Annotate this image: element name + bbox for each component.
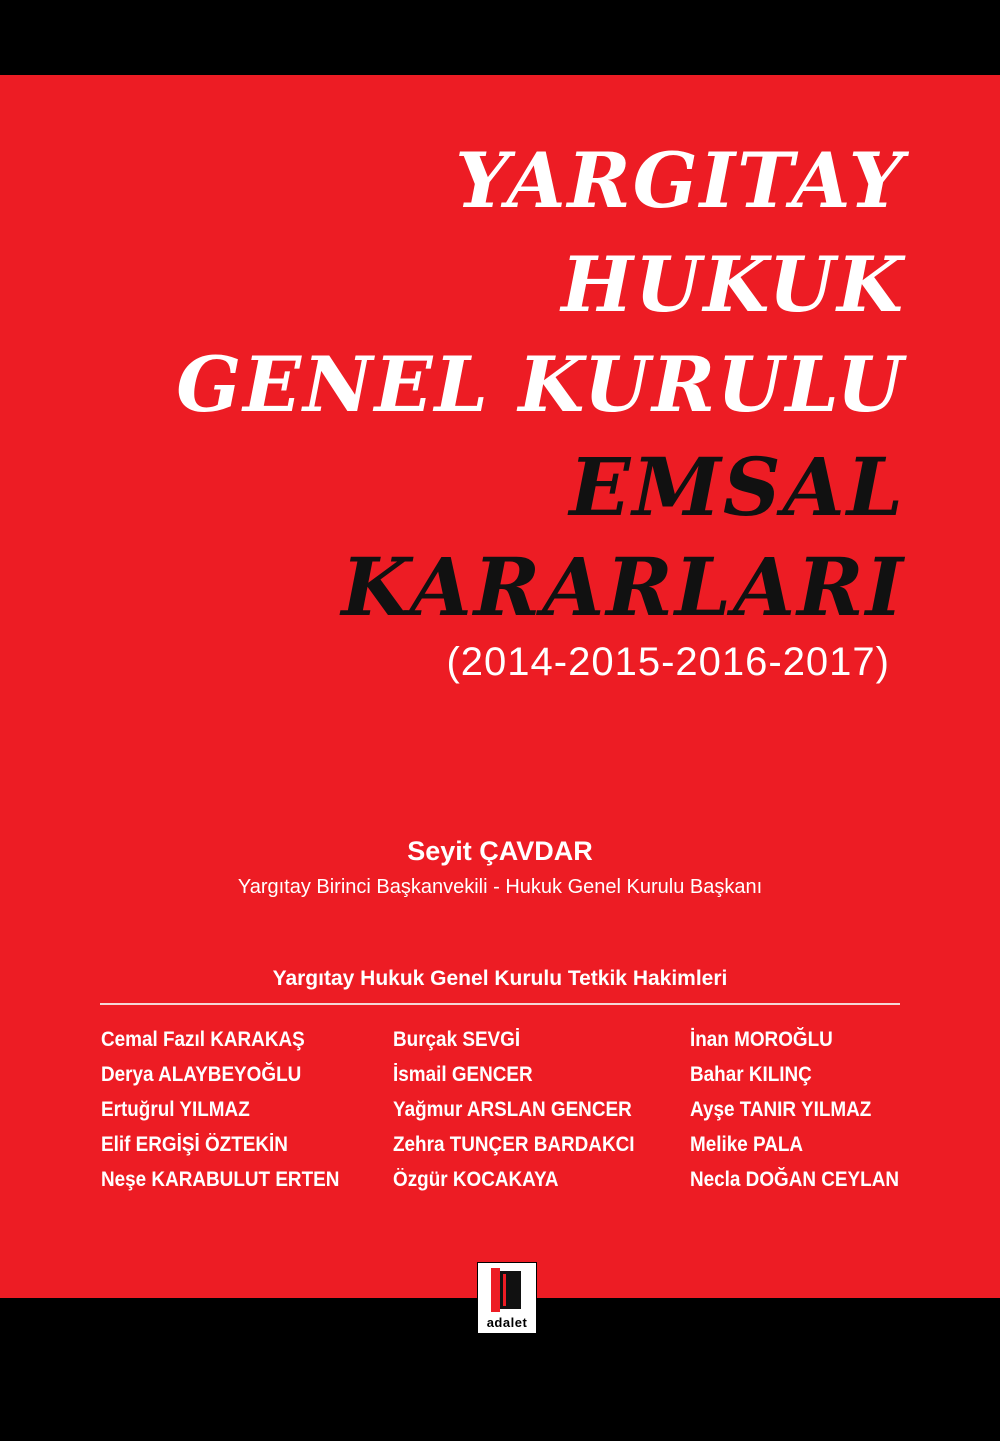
judges-column-1 <box>101 1022 366 1197</box>
judge-name: Ayşe TANIR YILMAZ <box>690 1098 872 1121</box>
judge-name: Elif ERGİŞİ ÖZTEKİN <box>101 1133 288 1156</box>
judge-name: Neşe KARABULUT ERTEN <box>101 1168 340 1191</box>
title-line-2: HUKUK <box>561 240 905 329</box>
judge-name: İnan MOROĞLU <box>690 1028 833 1051</box>
judge-name: Ertuğrul YILMAZ <box>101 1098 250 1121</box>
judge-name: Bahar KILINÇ <box>690 1063 812 1086</box>
title-line-5: KARARLARI <box>341 540 905 634</box>
title-line-4: EMSAL <box>569 440 905 534</box>
judges-heading: Yargıtay Hukuk Genel Kurulu Tetkik Hakimleri <box>272 967 728 990</box>
judge-name: İsmail GENCER <box>393 1063 533 1086</box>
judge-name: Zehra TUNÇER BARDAKCI <box>393 1133 635 1156</box>
judge-name: Necla DOĞAN CEYLAN <box>690 1168 899 1191</box>
publisher-logo <box>477 1262 537 1334</box>
years-subtitle: (2014-2015-2016-2017) <box>446 640 890 684</box>
author-name: Seyit ÇAVDAR <box>407 836 593 866</box>
judge-name: Yağmur ARSLAN GENCER <box>393 1098 632 1121</box>
book-logo-icon <box>491 1268 523 1312</box>
judge-name: Melike PALA <box>690 1133 804 1156</box>
author-position: Yargıtay Birinci Başkanvekili - Hukuk Genel Kurulu Başkanı <box>237 876 763 898</box>
title-line-3: GENEL KURULU <box>176 340 905 429</box>
judge-name: Özgür KOCAKAYA <box>393 1168 559 1191</box>
publisher-name: adalet <box>486 1315 528 1330</box>
divider <box>100 1003 900 1005</box>
judges-column-3 <box>690 1022 922 1197</box>
judge-name: Derya ALAYBEYOĞLU <box>101 1063 302 1086</box>
judge-name: Cemal Fazıl KARAKAŞ <box>101 1028 305 1051</box>
judges-column-2 <box>393 1022 661 1197</box>
judge-name: Burçak SEVGİ <box>393 1028 521 1051</box>
title-line-1: YARGITAY <box>455 136 905 225</box>
